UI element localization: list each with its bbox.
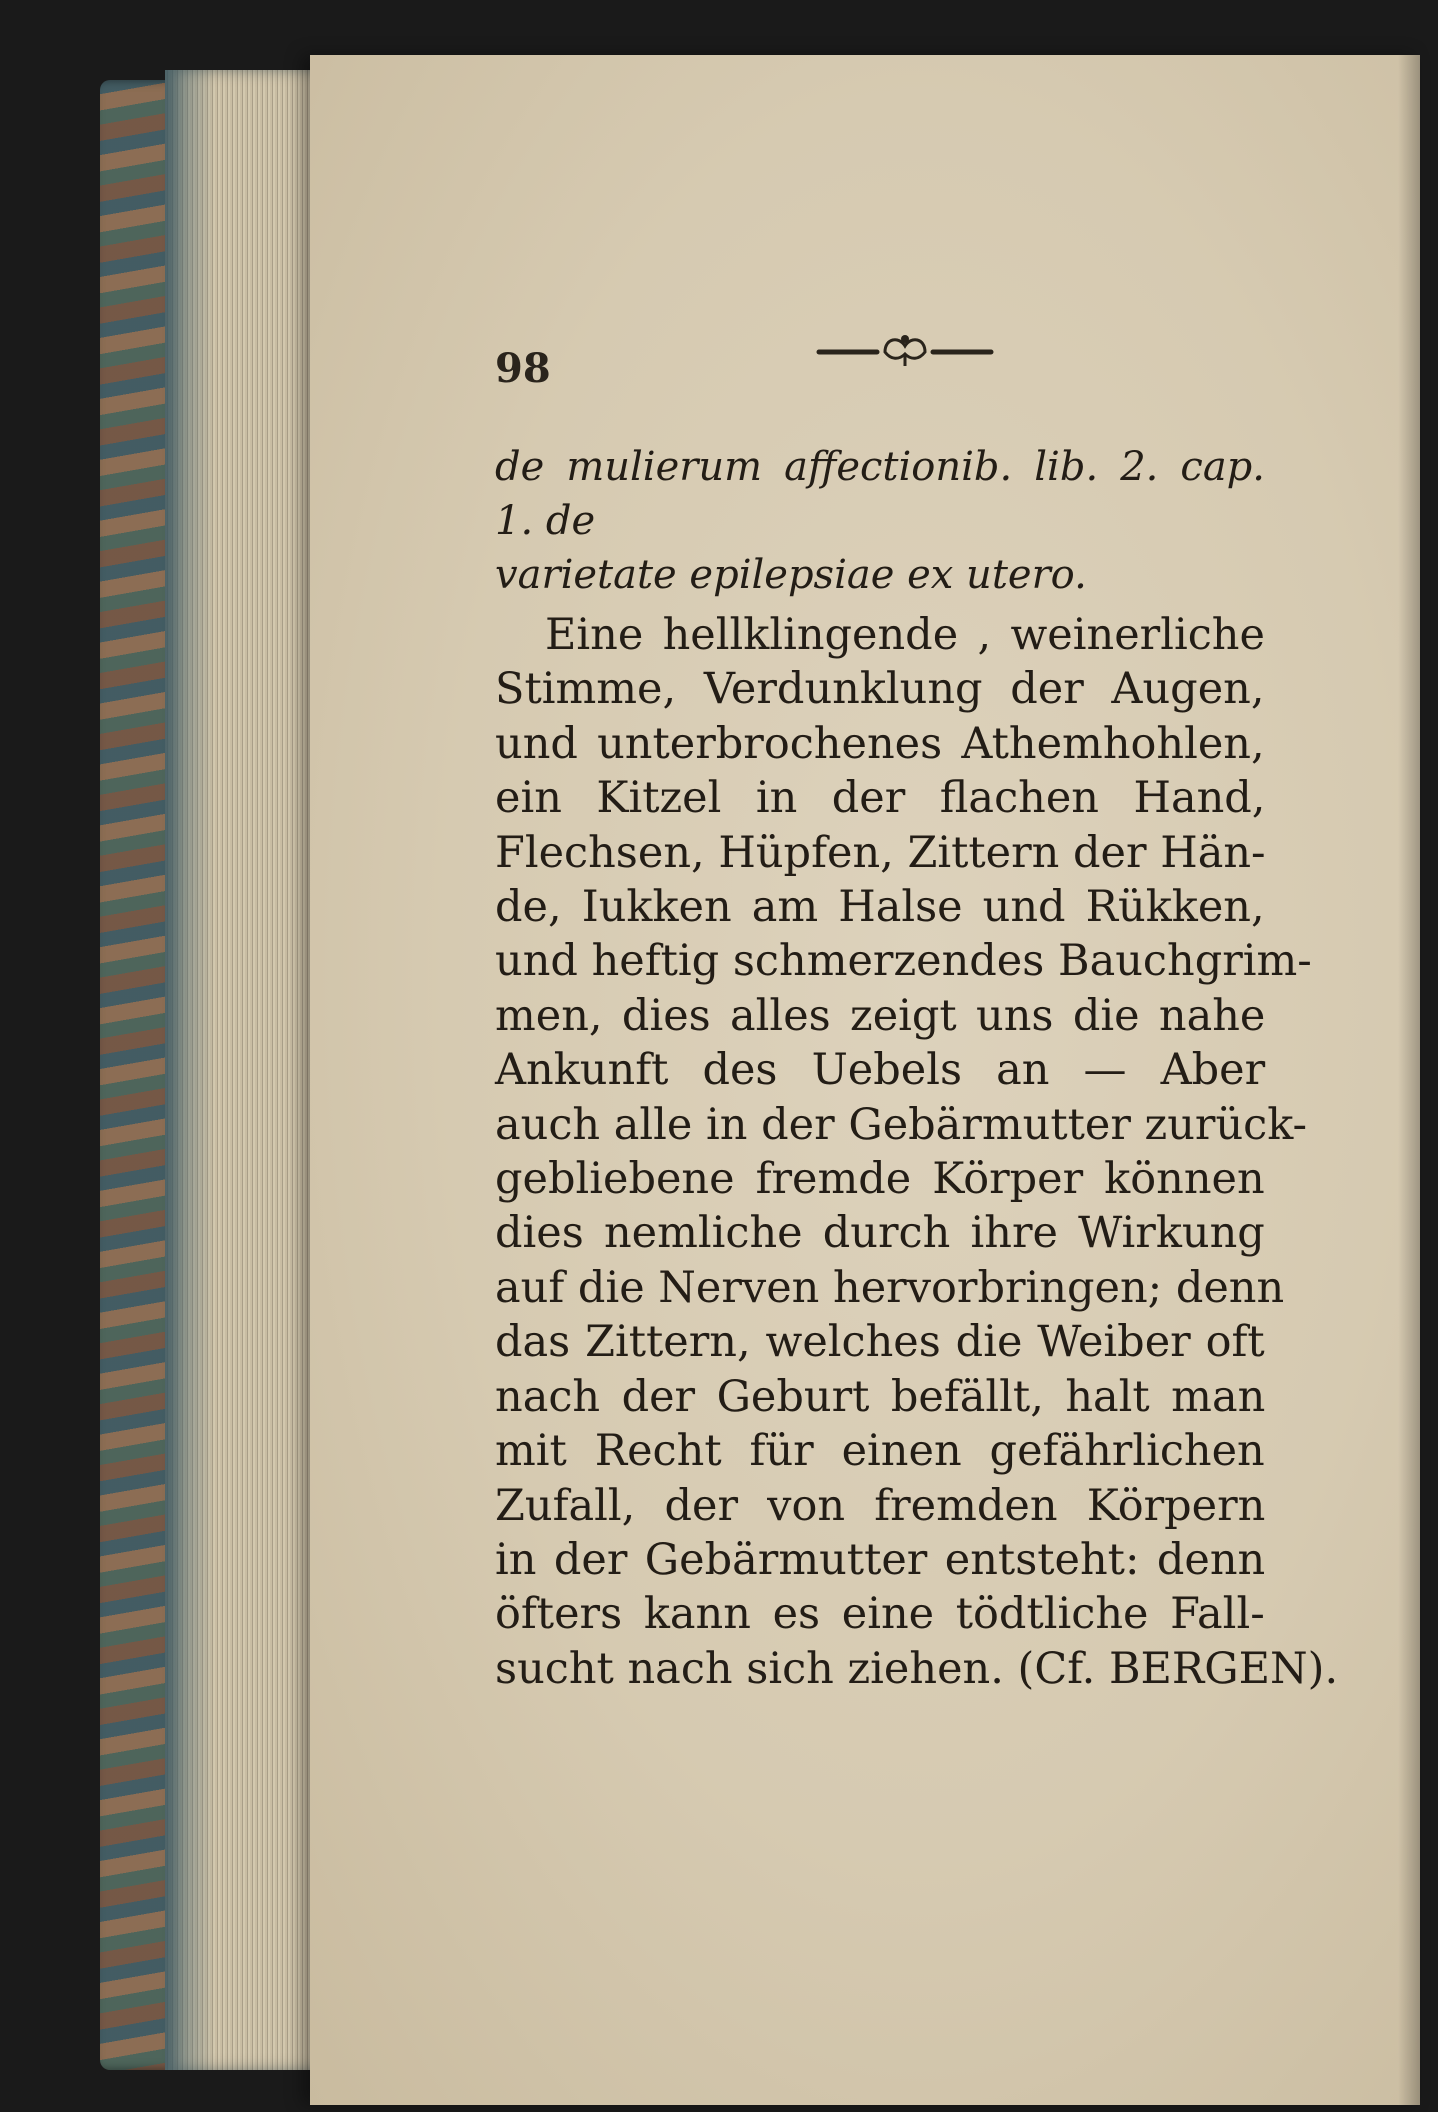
page-edges <box>165 70 325 2070</box>
page-number: 98 <box>495 345 551 392</box>
text-line: Ankunft des Uebels an — Aber <box>495 1045 1266 1096</box>
text-line: öfters kann es eine tödtliche Fall- <box>495 1589 1265 1640</box>
text-line: auch alle in der Gebärmutter zurück- <box>495 1099 1308 1150</box>
latin-reference <box>495 440 1265 602</box>
text-line: men, dies alles zeigt uns die nahe <box>495 990 1266 1041</box>
text-line: Eine hellklingende , weinerliche <box>545 610 1265 660</box>
book-page <box>310 55 1420 2105</box>
latin-line: varietate epilepsiae ex utero. <box>495 552 1087 598</box>
text-line: nach der Geburt befällt, halt man <box>495 1371 1266 1422</box>
page-text <box>495 440 1339 1696</box>
text-line: in der Gebärmutter entsteht: denn <box>495 1534 1266 1585</box>
text-line: ein Kitzel in der flachen Hand, <box>495 773 1266 824</box>
text-line: sucht nach sich ziehen. (Cf. BERGEN). <box>495 1643 1339 1694</box>
text-line: auf die Nerven hervorbringen; denn <box>495 1262 1285 1313</box>
text-line: und unterbrochenes Athemhohlen, <box>495 718 1265 769</box>
latin-line: de mulierum affectionib. lib. 2. cap. 1. de <box>495 444 1265 544</box>
text-line: Zufall, der von fremden Körpern <box>495 1480 1266 1531</box>
text-line: mit Recht für einen gefährlichen <box>495 1426 1265 1477</box>
fleuron-ornament-icon <box>815 330 995 370</box>
text-line: und heftig schmerzendes Bauchgrim- <box>495 936 1312 987</box>
body-paragraph <box>495 608 1339 1696</box>
text-line: das Zittern, welches die Weiber oft <box>495 1317 1265 1368</box>
page-header <box>495 295 1335 392</box>
text-line: dies nemliche durch ihre Wirkung <box>495 1208 1265 1259</box>
text-line: gebliebene fremde Körper können <box>495 1154 1265 1205</box>
text-line: de, Iukken am Halse und Rükken, <box>495 882 1265 933</box>
text-line: Flechsen, Hüpfen, Zittern der Hän- <box>495 827 1266 878</box>
text-line: Stimme, Verdunklung der Augen, <box>495 664 1265 715</box>
